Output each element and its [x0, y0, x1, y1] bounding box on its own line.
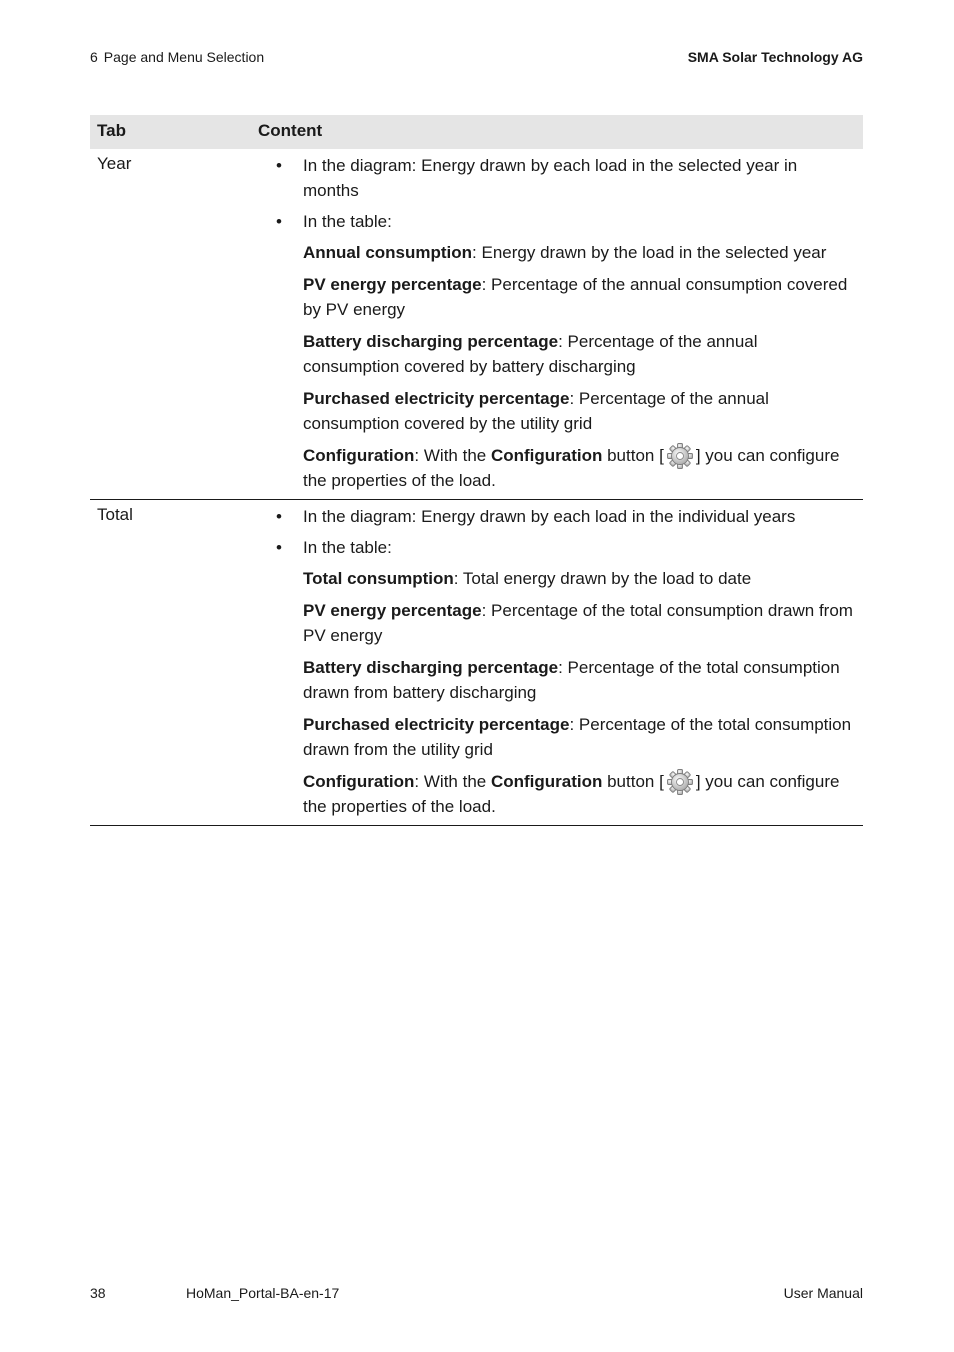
chapter-title: Page and Menu Selection — [103, 49, 265, 65]
running-header-company: SMA Solar Technology AG — [687, 49, 863, 65]
page-number: 38 — [90, 1285, 106, 1301]
row-content — [276, 500, 853, 825]
column-header-content: Content — [258, 121, 323, 140]
list-item: • In the diagram: Energy drawn by each load in the selected year in months — [276, 156, 798, 200]
gear-icon — [665, 767, 695, 797]
tab-name: Year — [97, 154, 132, 173]
tab-name: Total — [97, 505, 133, 524]
configuration-item: Configuration: With the Configuration button [ ] you can configure the properties of the load. — [303, 443, 853, 493]
table-row-total — [90, 500, 863, 826]
document-type: User Manual — [783, 1285, 863, 1301]
column-header-tab: Tab — [97, 121, 126, 140]
running-header-chapter — [90, 49, 264, 65]
definition-item: Purchased electricity percentage: Percentage of the total consumption drawn from the utility grid — [303, 715, 852, 759]
list-item: • In the table: — [276, 212, 392, 231]
row-content — [276, 149, 853, 499]
definition-item: Battery discharging percentage: Percentage of the total consumption drawn from battery discharging — [303, 658, 840, 702]
definition-item: Annual consumption: Energy drawn by the load in the selected year — [303, 243, 827, 262]
list-item: • In the diagram: Energy drawn by each load in the individual years — [276, 507, 796, 526]
configuration-item: Configuration: With the Configuration button [ ] you can configure the properties of the load. — [303, 769, 853, 819]
definition-item: Purchased electricity percentage: Percentage of the annual consumption covered by the utility grid — [303, 389, 769, 433]
definition-item: PV energy percentage: Percentage of the total consumption drawn from PV energy — [303, 601, 853, 645]
document-id: HoMan_Portal-BA-en-17 — [186, 1285, 340, 1301]
table-header — [90, 115, 863, 149]
table-row-year — [90, 149, 863, 500]
definition-item: Battery discharging percentage: Percentage of the annual consumption covered by battery discharging — [303, 332, 758, 376]
tab-content-table — [90, 115, 863, 826]
definition-item: PV energy percentage: Percentage of the annual consumption covered by PV energy — [303, 275, 848, 319]
chapter-number: 6 — [90, 49, 98, 65]
definition-item: Total consumption: Total energy drawn by the load to date — [303, 569, 752, 588]
list-item: • In the table: — [276, 538, 392, 557]
gear-icon — [665, 441, 695, 471]
